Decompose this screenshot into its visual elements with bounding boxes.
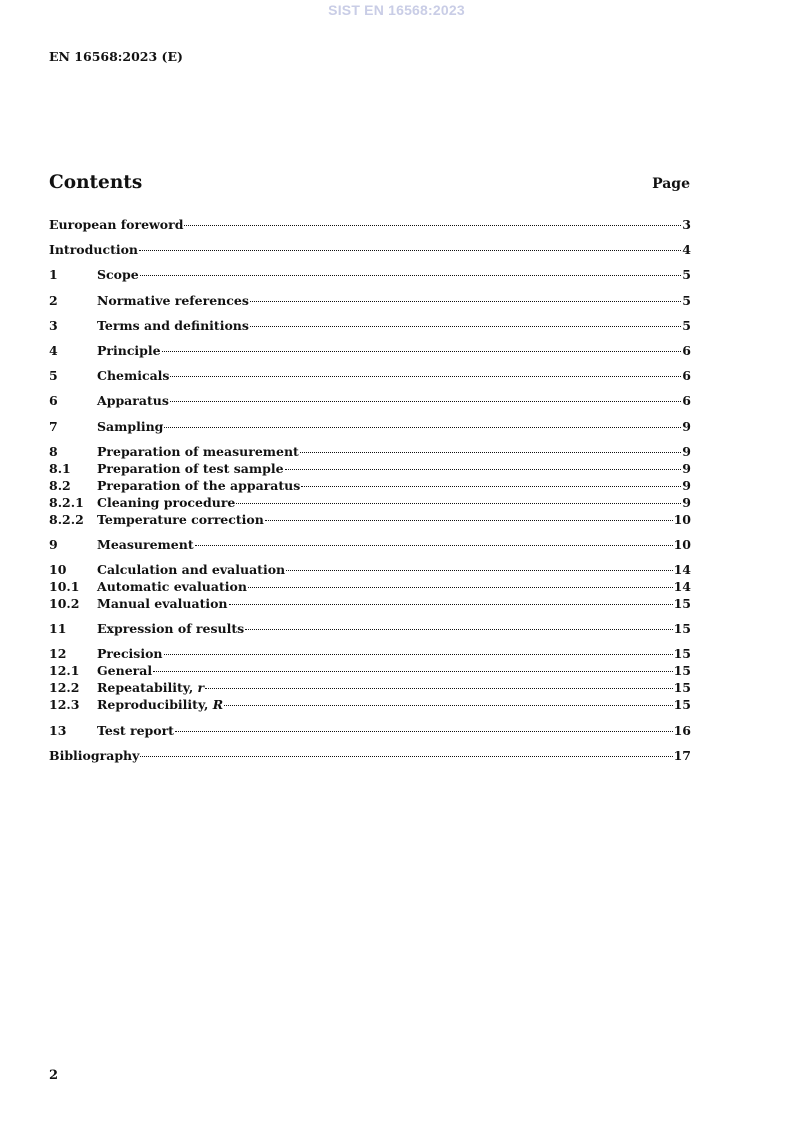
toc-dot-leader	[224, 705, 672, 706]
toc-entry[interactable]	[49, 595, 691, 612]
toc-dot-leader	[175, 731, 673, 732]
toc-entry-title[interactable]	[97, 561, 285, 578]
toc-dot-leader	[164, 654, 673, 655]
toc-entry-page: 15	[673, 621, 691, 637]
toc-entry-number: 8	[49, 443, 58, 459]
toc-entry-title[interactable]	[97, 317, 249, 334]
toc-entry-page: 5	[682, 317, 691, 333]
toc-entry-number: 9	[49, 536, 58, 552]
toc-entry-title[interactable]	[97, 696, 223, 713]
toc-entry[interactable]	[49, 536, 691, 553]
page-column-heading: Page	[652, 176, 690, 192]
toc-entry[interactable]	[49, 494, 691, 511]
toc-entry[interactable]	[49, 722, 691, 739]
toc-entry-title[interactable]	[97, 460, 284, 477]
toc-entry-title-text: Sampling	[97, 418, 164, 434]
toc-entry-page: 15	[673, 697, 691, 713]
contents-heading: Contents	[49, 172, 143, 193]
toc-entry[interactable]	[49, 662, 691, 679]
toc-dot-leader	[300, 452, 681, 453]
table-of-contents	[49, 216, 691, 764]
toc-entry-number: 12	[49, 646, 67, 662]
toc-entry-number: 5	[49, 368, 58, 384]
toc-entry-title-text: Chemicals	[97, 368, 170, 384]
toc-entry-number: 1	[49, 267, 58, 283]
toc-dot-leader	[170, 401, 681, 402]
toc-entry-number: 3	[49, 317, 58, 333]
toc-entry-title[interactable]	[97, 595, 228, 612]
toc-entry-title-text: Normative references	[97, 292, 249, 308]
toc-entry[interactable]	[49, 216, 691, 233]
toc-entry-number: 7	[49, 418, 58, 434]
toc-entry-title-text: Terms and definitions	[97, 317, 249, 333]
toc-entry-page: 5	[682, 292, 691, 308]
toc-dot-leader	[205, 688, 672, 689]
toc-entry-number: 6	[49, 393, 58, 409]
toc-dot-leader	[140, 756, 672, 757]
toc-entry[interactable]	[49, 477, 691, 494]
toc-entry-title[interactable]	[97, 578, 247, 595]
toc-dot-leader	[140, 275, 682, 276]
toc-dot-leader	[250, 301, 681, 302]
toc-entry-title-text: Cleaning procedure	[97, 494, 236, 510]
toc-entry-page: 15	[673, 680, 691, 696]
toc-entry-title-text: Automatic evaluation	[97, 579, 247, 595]
toc-dot-leader	[184, 225, 681, 226]
toc-entry-number: 11	[49, 621, 67, 637]
toc-entry-number: 12.3	[49, 697, 80, 713]
toc-entry-number: 8.2.1	[49, 494, 84, 510]
toc-dot-leader	[153, 671, 672, 672]
toc-dot-leader	[195, 545, 673, 546]
toc-entry-title[interactable]	[97, 418, 163, 435]
toc-entry-page: 9	[682, 460, 691, 476]
toc-entry-number: 8.2.2	[49, 511, 84, 527]
toc-entry-title-symbol: r	[197, 680, 205, 696]
toc-dot-leader	[229, 604, 673, 605]
toc-entry-number: 2	[49, 292, 58, 308]
toc-dot-leader	[162, 351, 682, 352]
toc-entry-title-text: Bibliography	[49, 747, 140, 763]
toc-entry-page: 15	[673, 596, 691, 612]
toc-entry-number: 8.2	[49, 477, 71, 493]
toc-entry[interactable]	[49, 241, 691, 258]
toc-dot-leader	[301, 486, 681, 487]
toc-entry-title[interactable]	[49, 747, 139, 764]
toc-entry-title-text: Scope	[97, 267, 139, 283]
toc-entry-page: 5	[682, 267, 691, 283]
toc-entry-page: 3	[682, 217, 691, 232]
toc-entry-title-text: Reproducibility,	[97, 697, 213, 713]
toc-dot-leader	[170, 376, 681, 377]
toc-entry-number: 10.1	[49, 579, 80, 595]
toc-entry-title[interactable]	[97, 342, 161, 359]
toc-entry[interactable]	[49, 367, 691, 384]
toc-entry-number: 10	[49, 562, 67, 578]
toc-entry-number: 13	[49, 722, 67, 738]
toc-entry-title-text: General	[97, 663, 153, 679]
toc-dot-leader	[245, 629, 672, 630]
toc-entry-title[interactable]	[97, 645, 163, 662]
toc-dot-leader	[164, 427, 681, 428]
toc-entry[interactable]	[49, 266, 691, 283]
toc-entry-title-text: Measurement	[97, 536, 194, 552]
toc-dot-leader	[286, 570, 672, 571]
toc-entry[interactable]	[49, 460, 691, 477]
page-number: 2	[49, 1068, 59, 1083]
toc-dot-leader	[285, 469, 682, 470]
toc-entry-page: 9	[682, 477, 691, 493]
toc-entry-page: 10	[673, 536, 691, 552]
toc-dot-leader	[248, 587, 673, 588]
toc-entry[interactable]	[49, 679, 691, 696]
toc-entry-number: 10.2	[49, 596, 80, 612]
toc-dot-leader	[139, 250, 681, 251]
toc-entry-title[interactable]	[97, 494, 235, 511]
toc-entry[interactable]	[49, 418, 691, 435]
toc-entry-title-text: European foreword	[49, 217, 184, 232]
toc-entry-page: 9	[682, 494, 691, 510]
toc-entry-title-text: Manual evaluation	[97, 596, 228, 612]
toc-entry[interactable]	[49, 443, 691, 460]
toc-entry-title-text: Apparatus	[97, 393, 169, 409]
toc-entry-title[interactable]	[97, 477, 300, 494]
toc-entry-page: 14	[673, 562, 691, 578]
watermark-text: SIST EN 16568:2023	[328, 2, 465, 18]
toc-entry-title[interactable]	[97, 443, 299, 460]
toc-entry-title[interactable]	[97, 536, 194, 553]
toc-entry-page: 9	[682, 443, 691, 459]
toc-entry-page: 17	[673, 747, 691, 763]
toc-entry-title-text: Introduction	[49, 242, 139, 258]
toc-entry-title-text: Test report	[97, 722, 174, 738]
toc-dot-leader	[236, 503, 681, 504]
toc-entry-page: 6	[682, 342, 691, 358]
toc-entry[interactable]	[49, 620, 691, 637]
toc-entry-page: 6	[682, 368, 691, 384]
toc-entry[interactable]	[49, 511, 691, 528]
toc-entry-title-text: Preparation of test sample	[97, 460, 284, 476]
toc-entry[interactable]	[49, 645, 691, 662]
toc-entry[interactable]	[49, 561, 691, 578]
toc-entry-number: 4	[49, 342, 58, 358]
toc-entry[interactable]	[49, 747, 691, 764]
toc-dot-leader	[250, 326, 681, 327]
toc-entry-page: 6	[682, 393, 691, 409]
toc-entry-title[interactable]	[97, 679, 204, 696]
toc-entry-title-text: Principle	[97, 342, 161, 358]
toc-entry-title[interactable]	[49, 216, 183, 233]
toc-entry-title-text: Precision	[97, 646, 163, 662]
toc-entry-title[interactable]	[97, 392, 169, 409]
toc-entry-page: 14	[673, 579, 691, 595]
toc-entry[interactable]	[49, 696, 691, 713]
toc-entry-page: 15	[673, 663, 691, 679]
toc-entry-title[interactable]	[49, 241, 138, 258]
toc-entry-page: 9	[682, 418, 691, 434]
toc-entry-title[interactable]	[97, 367, 169, 384]
toc-entry[interactable]	[49, 292, 691, 309]
toc-entry[interactable]	[49, 392, 691, 409]
toc-dot-leader	[265, 520, 673, 521]
toc-entry-title-text: Preparation of measurement	[97, 443, 299, 459]
toc-entry-page: 10	[673, 511, 691, 527]
toc-entry-title[interactable]	[97, 511, 264, 528]
toc-entry-title-symbol: R	[212, 697, 224, 713]
toc-entry-title[interactable]	[97, 266, 139, 283]
toc-entry-number: 12.1	[49, 663, 80, 679]
toc-entry-title-text: Calculation and evaluation	[97, 562, 286, 578]
document-identifier: EN 16568:2023 (E)	[49, 49, 183, 64]
toc-entry[interactable]	[49, 317, 691, 334]
toc-entry-title[interactable]	[97, 620, 244, 637]
toc-entry-title[interactable]	[97, 292, 249, 309]
toc-entry-title-text: Temperature correction	[97, 511, 264, 527]
toc-entry-number: 12.2	[49, 680, 80, 696]
toc-entry-title-text: Expression of results	[97, 621, 245, 637]
toc-entry[interactable]	[49, 342, 691, 359]
toc-entry-page: 4	[682, 242, 691, 258]
toc-entry-page: 15	[673, 646, 691, 662]
toc-entry-title[interactable]	[97, 662, 152, 679]
toc-entry-page: 16	[673, 722, 691, 738]
toc-entry-title-text: Preparation of the apparatus	[97, 477, 301, 493]
toc-entry[interactable]	[49, 578, 691, 595]
toc-entry-title[interactable]	[97, 722, 174, 739]
toc-entry-number: 8.1	[49, 460, 71, 476]
toc-entry-title-text: Repeatability,	[97, 680, 198, 696]
